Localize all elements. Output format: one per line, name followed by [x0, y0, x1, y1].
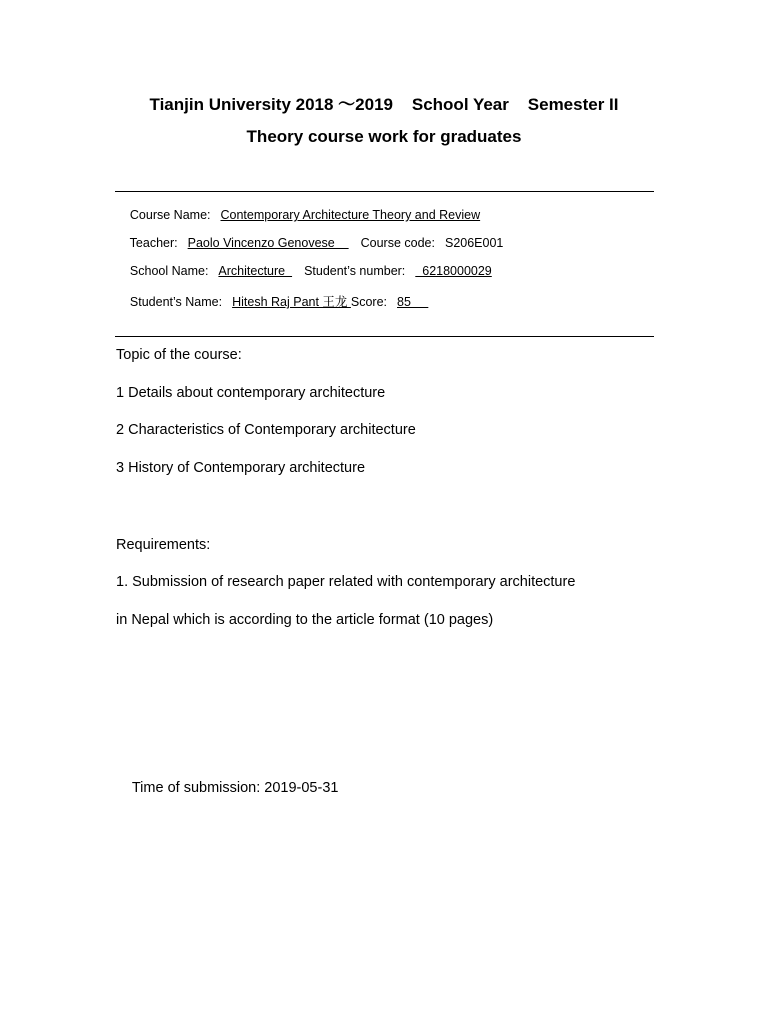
score-value: 85	[397, 295, 429, 309]
student-number-label: Student’s number:	[304, 264, 406, 278]
topic-heading: Topic of the course:	[116, 347, 242, 363]
score-label: Score:	[350, 295, 388, 309]
course-code-value: S206E001	[444, 236, 504, 250]
student-number-value: 6218000029	[415, 264, 492, 278]
course-code-label: Course code:	[360, 236, 435, 250]
bottom-divider	[115, 336, 654, 337]
submission-label: Time of submission:	[131, 780, 261, 796]
top-divider	[115, 191, 654, 192]
submission-row	[116, 764, 338, 812]
requirements-heading: Requirements:	[116, 537, 211, 553]
topic-item: 3 History of Contemporary architecture	[116, 460, 366, 476]
topic-item: 2 Characteristics of Contemporary architecture	[116, 422, 416, 438]
student-name-label: Student’s Name:	[129, 295, 223, 309]
document-subtitle: Theory course work for graduates	[246, 127, 522, 146]
student-name-value: Hitesh Raj Pant 王龙	[232, 295, 351, 309]
submission-date: 2019-05-31	[264, 780, 339, 796]
school-name-label: School Name:	[129, 264, 209, 278]
course-name-value: Contemporary Architecture Theory and Review	[220, 208, 481, 222]
topic-item: 1 Details about contemporary architecture	[116, 385, 386, 401]
student-row	[116, 278, 428, 324]
teacher-value: Paolo Vincenzo Genovese	[187, 236, 349, 250]
requirement-line: 1. Submission of research paper related with contemporary architecture	[116, 574, 576, 590]
document-title: Tianjin University 2018 ～2019 School Year Semester II	[149, 95, 619, 114]
course-name-label: Course Name:	[129, 208, 211, 222]
teacher-label: Teacher:	[129, 236, 178, 250]
school-name-value: Architecture	[218, 264, 293, 278]
requirement-line: in Nepal which is according to the article format (10 pages)	[116, 612, 494, 628]
